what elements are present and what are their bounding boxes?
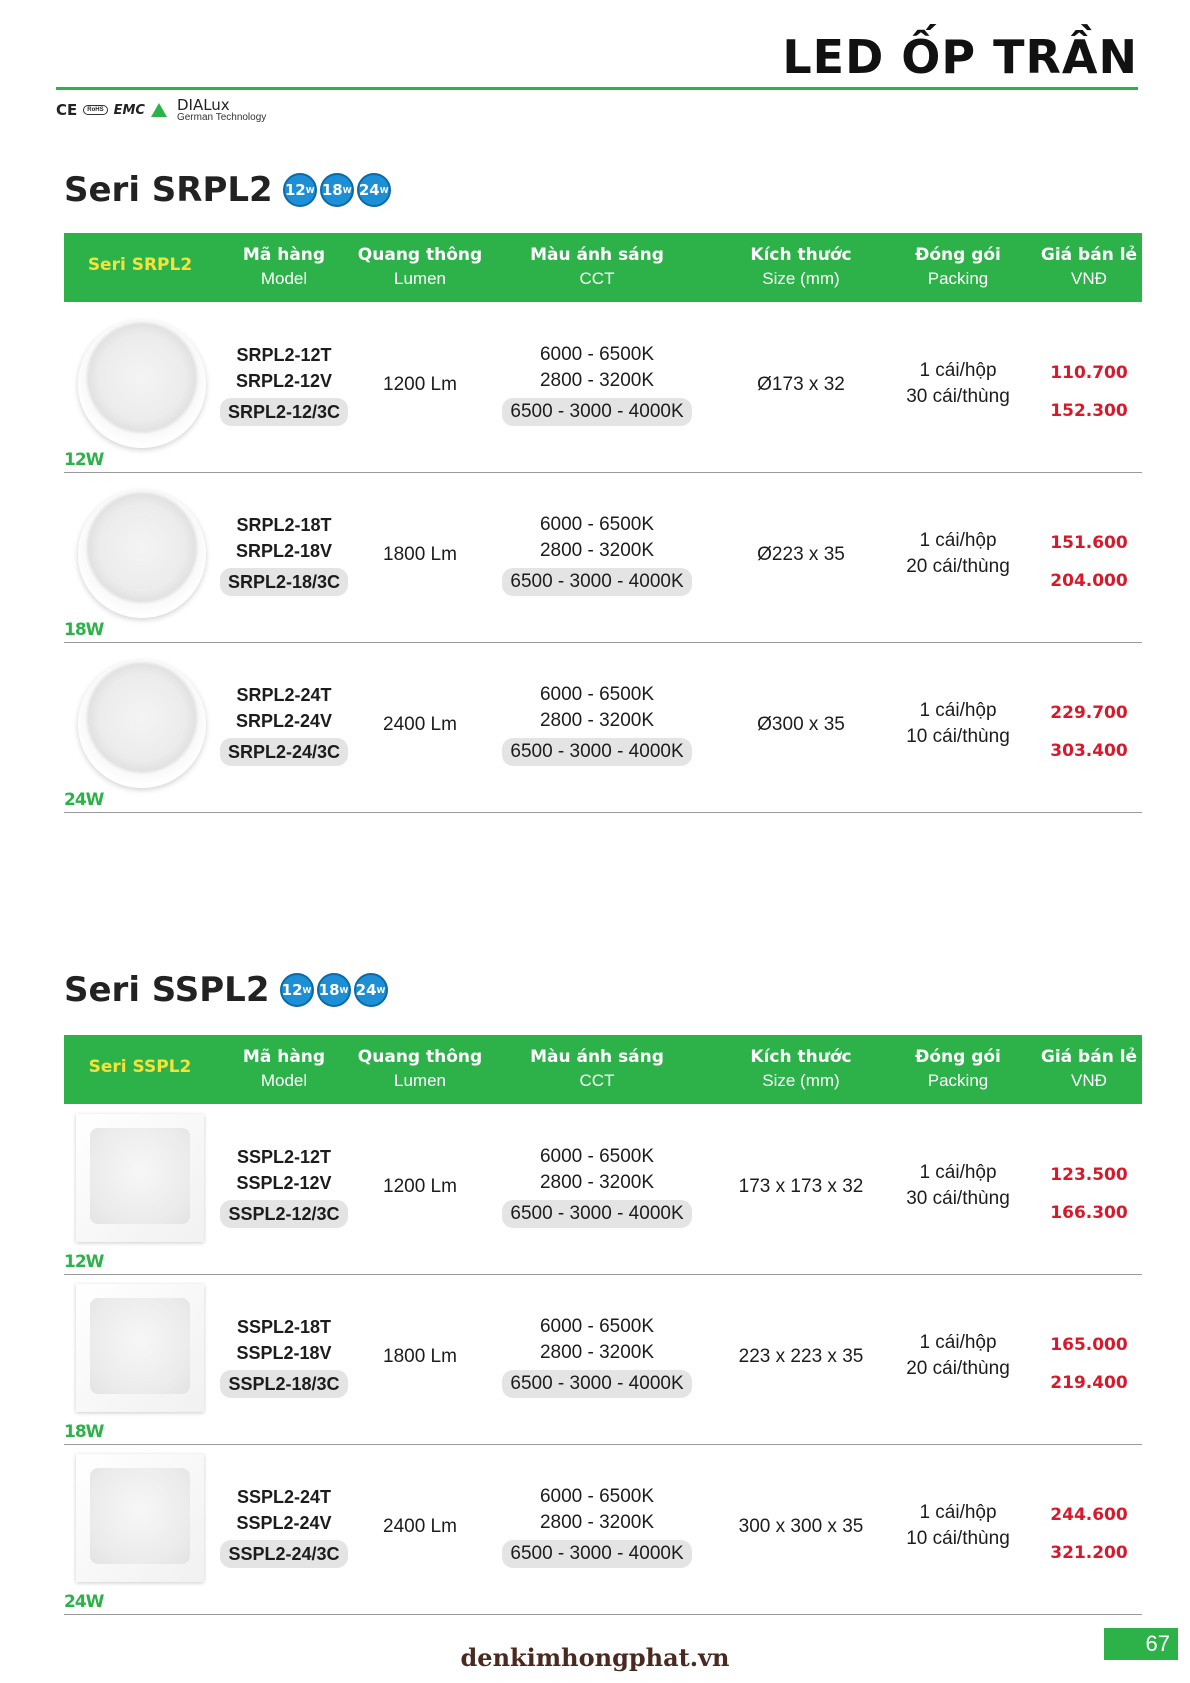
wattage-badge-icon: 24 W <box>357 173 391 207</box>
warning-triangle-icon <box>151 103 167 117</box>
cct-cell: 6000 - 6500K 2800 - 3200K 6500 - 3000 - 4000K <box>484 512 710 596</box>
size-cell: Ø223 x 35 <box>757 544 845 565</box>
wattage-badge-icon: 18 W <box>320 173 354 207</box>
column-model: Mã hàng Model <box>242 245 326 288</box>
table-row <box>64 1274 1142 1445</box>
model-cell: SRPL2-12T SRPL2-12V SRPL2-12/3C <box>216 342 352 426</box>
certification-logos <box>56 96 266 124</box>
square-lamp-image <box>76 1284 204 1412</box>
wattage-label: 12W <box>64 450 104 470</box>
round-lamp-image <box>78 490 206 618</box>
table-series-label: Seri SSPL2 <box>88 1057 192 1077</box>
price-cell: 151.600 204.000 <box>1050 533 1128 591</box>
series-heading <box>64 170 391 210</box>
column-cct: Màu ánh sáng CCT <box>530 245 664 288</box>
dialux-logo <box>176 95 267 123</box>
wattage-badge-icon: 12 W <box>283 173 317 207</box>
price-cell: 244.600 321.200 <box>1050 1505 1128 1563</box>
size-cell: Ø173 x 32 <box>757 374 845 395</box>
rohs-mark-icon: RoHS <box>83 105 107 115</box>
packing-cell: 1 cái/hộp 30 cái/thùng <box>906 360 1010 407</box>
packing-cell: 1 cái/hộp 20 cái/thùng <box>906 1332 1010 1379</box>
page-title: LED ỐP TRẦN <box>782 30 1138 84</box>
price-cell: 110.700 152.300 <box>1050 363 1128 421</box>
column-lumen: Quang thông Lumen <box>357 1047 483 1090</box>
wattage-badges <box>280 973 388 1007</box>
square-lamp-image <box>76 1454 204 1582</box>
page-number: 67 <box>1104 1628 1178 1660</box>
size-cell: 300 x 300 x 35 <box>738 1516 864 1537</box>
emc-mark-icon: EMC <box>113 102 145 118</box>
size-cell: Ø300 x 35 <box>757 714 845 735</box>
column-cct: Màu ánh sáng CCT <box>530 1047 664 1090</box>
table-row <box>64 642 1142 813</box>
wattage-badges <box>283 173 391 207</box>
model-cell: SSPL2-12T SSPL2-12V SSPL2-12/3C <box>216 1144 352 1228</box>
cct-cell: 6000 - 6500K 2800 - 3200K 6500 - 3000 - 4000K <box>484 342 710 426</box>
model-cell: SRPL2-24T SRPL2-24V SRPL2-24/3C <box>216 682 352 766</box>
wattage-badge-icon: 18 W <box>317 973 351 1007</box>
wattage-label: 24W <box>64 790 104 810</box>
price-cell: 229.700 303.400 <box>1050 703 1128 761</box>
packing-cell: 1 cái/hộp 10 cái/thùng <box>906 1502 1010 1549</box>
wattage-badge-icon: 24 W <box>354 973 388 1007</box>
wattage-label: 18W <box>64 620 104 640</box>
table-row <box>64 302 1142 473</box>
column-size: Kích thước Size (mm) <box>750 1047 852 1090</box>
size-cell: 173 x 173 x 32 <box>738 1176 864 1197</box>
lumen-cell: 2400 Lm <box>383 1516 457 1537</box>
table-header <box>64 1035 1142 1104</box>
packing-cell: 1 cái/hộp 30 cái/thùng <box>906 1162 1010 1209</box>
dialux-name: DIALux <box>176 95 230 114</box>
lumen-cell: 1200 Lm <box>383 1176 457 1197</box>
table-header <box>64 233 1142 302</box>
table-row <box>64 1444 1142 1615</box>
lumen-cell: 1800 Lm <box>383 544 457 565</box>
packing-cell: 1 cái/hộp 20 cái/thùng <box>906 530 1010 577</box>
model-cell: SSPL2-24T SSPL2-24V SSPL2-24/3C <box>216 1484 352 1568</box>
dialux-tagline: German Technology <box>176 111 267 123</box>
website-watermark: denkimhongphat.vn <box>460 1643 730 1672</box>
lumen-cell: 1800 Lm <box>383 1346 457 1367</box>
cct-cell: 6000 - 6500K 2800 - 3200K 6500 - 3000 - 4000K <box>484 682 710 766</box>
square-lamp-image <box>76 1114 204 1242</box>
cct-cell: 6000 - 6500K 2800 - 3200K 6500 - 3000 - 4000K <box>484 1484 710 1568</box>
series-title: Seri SSPL2 <box>64 970 270 1010</box>
wattage-label: 12W <box>64 1252 104 1272</box>
round-lamp-image <box>78 320 206 448</box>
title-rule <box>56 87 1138 90</box>
price-cell: 165.000 219.400 <box>1050 1335 1128 1393</box>
lumen-cell: 2400 Lm <box>383 714 457 735</box>
ce-mark-icon: CE <box>56 101 78 119</box>
lumen-cell: 1200 Lm <box>383 374 457 395</box>
column-packing: Đóng gói Packing <box>915 245 1001 288</box>
column-price: Giá bán lẻ VNĐ <box>1040 245 1138 288</box>
table-series-label: Seri SRPL2 <box>87 255 193 275</box>
column-lumen: Quang thông Lumen <box>357 245 483 288</box>
model-cell: SSPL2-18T SSPL2-18V SSPL2-18/3C <box>216 1314 352 1398</box>
cct-cell: 6000 - 6500K 2800 - 3200K 6500 - 3000 - 4000K <box>484 1144 710 1228</box>
round-lamp-image <box>78 660 206 788</box>
price-cell: 123.500 166.300 <box>1050 1165 1128 1223</box>
wattage-label: 18W <box>64 1422 104 1442</box>
size-cell: 223 x 223 x 35 <box>738 1346 864 1367</box>
table-row <box>64 472 1142 643</box>
wattage-badge-icon: 12 W <box>280 973 314 1007</box>
column-price: Giá bán lẻ VNĐ <box>1040 1047 1138 1090</box>
table-row <box>64 1104 1142 1275</box>
column-model: Mã hàng Model <box>242 1047 326 1090</box>
wattage-label: 24W <box>64 1592 104 1612</box>
cct-cell: 6000 - 6500K 2800 - 3200K 6500 - 3000 - 4000K <box>484 1314 710 1398</box>
model-cell: SRPL2-18T SRPL2-18V SRPL2-18/3C <box>216 512 352 596</box>
column-packing: Đóng gói Packing <box>915 1047 1001 1090</box>
column-size: Kích thước Size (mm) <box>750 245 852 288</box>
packing-cell: 1 cái/hộp 10 cái/thùng <box>906 700 1010 747</box>
series-title: Seri SRPL2 <box>64 170 273 210</box>
series-heading <box>64 970 388 1010</box>
